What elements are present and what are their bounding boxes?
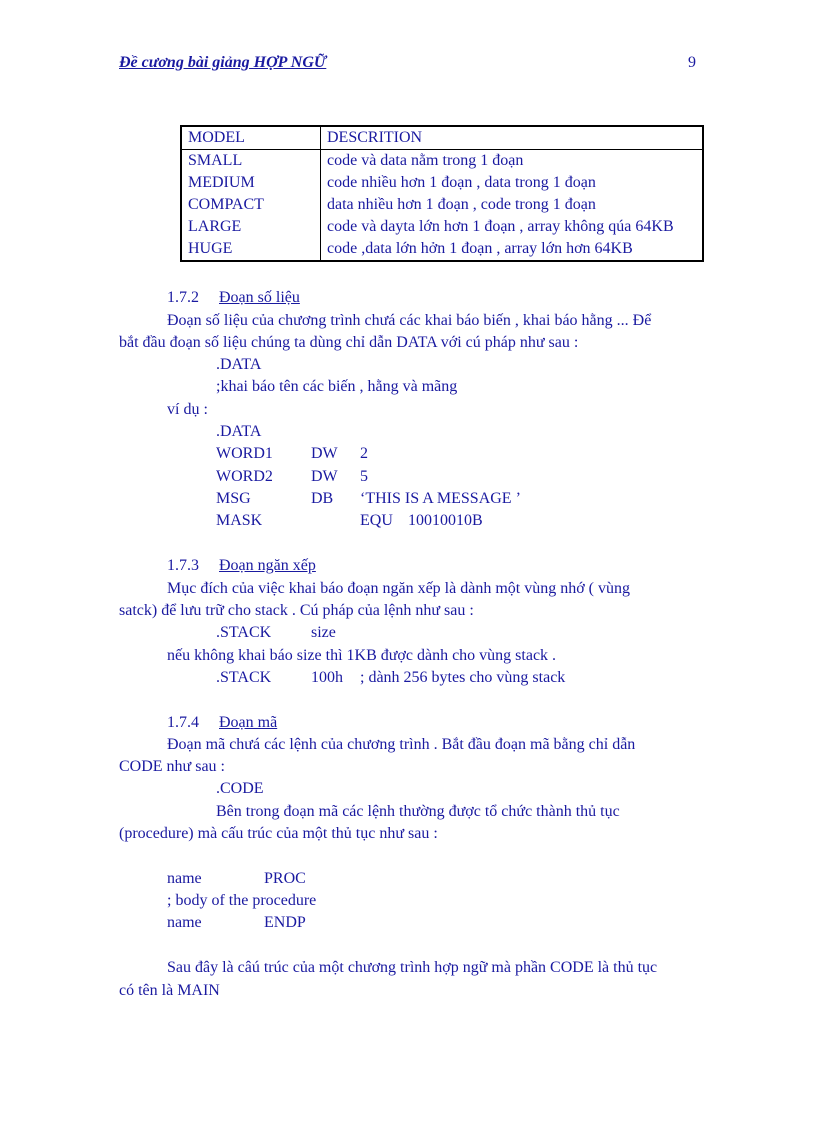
code-op: EQU [360, 512, 393, 529]
model-description: code và data nằm trong 1 đoạn [327, 152, 524, 169]
code-keyword: ENDP [264, 914, 306, 931]
model-description: code nhiều hơn 1 đoạn , data trong 1 đoạn [327, 174, 596, 191]
code-line: .CODE [216, 780, 264, 797]
model-name: SMALL [181, 150, 321, 173]
table-row [181, 238, 703, 261]
code-directive: .STACK [216, 669, 272, 686]
paragraph-line: CODE như sau : [119, 758, 225, 775]
code-name: name [167, 914, 202, 931]
section-title: Đoạn mã [219, 714, 278, 731]
model-name: COMPACT [181, 194, 321, 216]
code-line: .DATA [216, 356, 262, 373]
header-description: DESCRITION [321, 126, 704, 150]
memory-model-table [180, 125, 704, 262]
paragraph-line: có tên là MAIN [119, 982, 220, 999]
section-heading-173 [167, 557, 316, 575]
section-number: 1.7.2 [167, 289, 199, 306]
table-row [181, 172, 703, 194]
header-model: MODEL [181, 126, 321, 150]
table-header-row [181, 126, 703, 150]
model-description: code và dayta lớn hơn 1 đoạn , array không qúa 64KB [327, 218, 674, 235]
model-name: MEDIUM [181, 172, 321, 194]
section-heading-172 [167, 289, 300, 307]
code-op: DW [311, 445, 338, 462]
code-op: DW [311, 468, 338, 485]
model-name: HUGE [181, 238, 321, 261]
model-name: LARGE [181, 216, 321, 238]
code-name: MSG [216, 490, 251, 507]
code-arg: 100h [311, 669, 343, 686]
section-title: Đoạn ngăn xếp [219, 557, 316, 574]
code-name: name [167, 870, 202, 887]
code-directive: .STACK [216, 624, 272, 641]
paragraph-line: (procedure) mà cấu trúc của một thủ tục như sau : [119, 825, 438, 842]
table-row [181, 194, 703, 216]
paragraph-line: Mục đích của việc khai báo đoạn ngăn xếp là dành một vùng nhớ ( vùng [167, 580, 631, 597]
model-description: data nhiều hơn 1 đoạn , code trong 1 đoạn [327, 196, 596, 213]
code-value: 2 [360, 445, 368, 462]
paragraph-line: Đoạn số liệu của chương trình chưá các khai báo biến , khai báo hằng ... Để [167, 312, 652, 329]
paragraph-line: nếu không khai báo size thì 1KB được dành cho vùng stack . [167, 647, 557, 664]
code-name: WORD2 [216, 468, 273, 485]
code-line: ;khai báo tên các biến , hằng và mãng [216, 378, 458, 395]
model-description: code ,data lớn hởn 1 đoạn , array lớn hơn 64KB [327, 240, 633, 257]
code-comment: ; body of the procedure [167, 892, 317, 909]
section-number: 1.7.3 [167, 557, 199, 574]
paragraph-line: Đoạn mã chưá các lệnh của chương trình . Bắt đầu đoạn mã bằng chỉ dẫn [167, 736, 636, 753]
page-number: 9 [688, 54, 696, 71]
code-name: MASK [216, 512, 263, 529]
section-title: Đoạn số liệu [219, 289, 300, 306]
table-row [181, 216, 703, 238]
code-name: WORD1 [216, 445, 273, 462]
section-heading-174 [167, 714, 277, 732]
section-number: 1.7.4 [167, 714, 199, 731]
example-label: ví dụ : [167, 401, 208, 418]
paragraph-line: Bên trong đoạn mã các lệnh thường được tổ chức thành thủ tục [216, 803, 620, 820]
paragraph-line: satck) để lưu trữ cho stack . Cú pháp của lệnh như sau : [119, 602, 474, 619]
paragraph-line: Sau đây là câú trúc của một chương trình hợp ngữ mà phần CODE là thủ tục [167, 959, 658, 976]
code-line: .DATA [216, 423, 262, 440]
document-title: Đề cương bài giảng HỢP NGỮ [119, 54, 327, 71]
paragraph-line: bắt đầu đoạn số liệu chúng ta dùng chỉ dẫn DATA với cú pháp như sau : [119, 334, 579, 351]
code-value: ‘THIS IS A MESSAGE ’ [360, 490, 521, 507]
table-row [181, 150, 703, 173]
code-value: 10010010B [408, 512, 483, 529]
code-arg: size [311, 624, 336, 641]
code-keyword: PROC [264, 870, 306, 887]
code-value: 5 [360, 468, 368, 485]
code-op: DB [311, 490, 334, 507]
code-comment: ; dành 256 bytes cho vùng stack [360, 669, 566, 686]
